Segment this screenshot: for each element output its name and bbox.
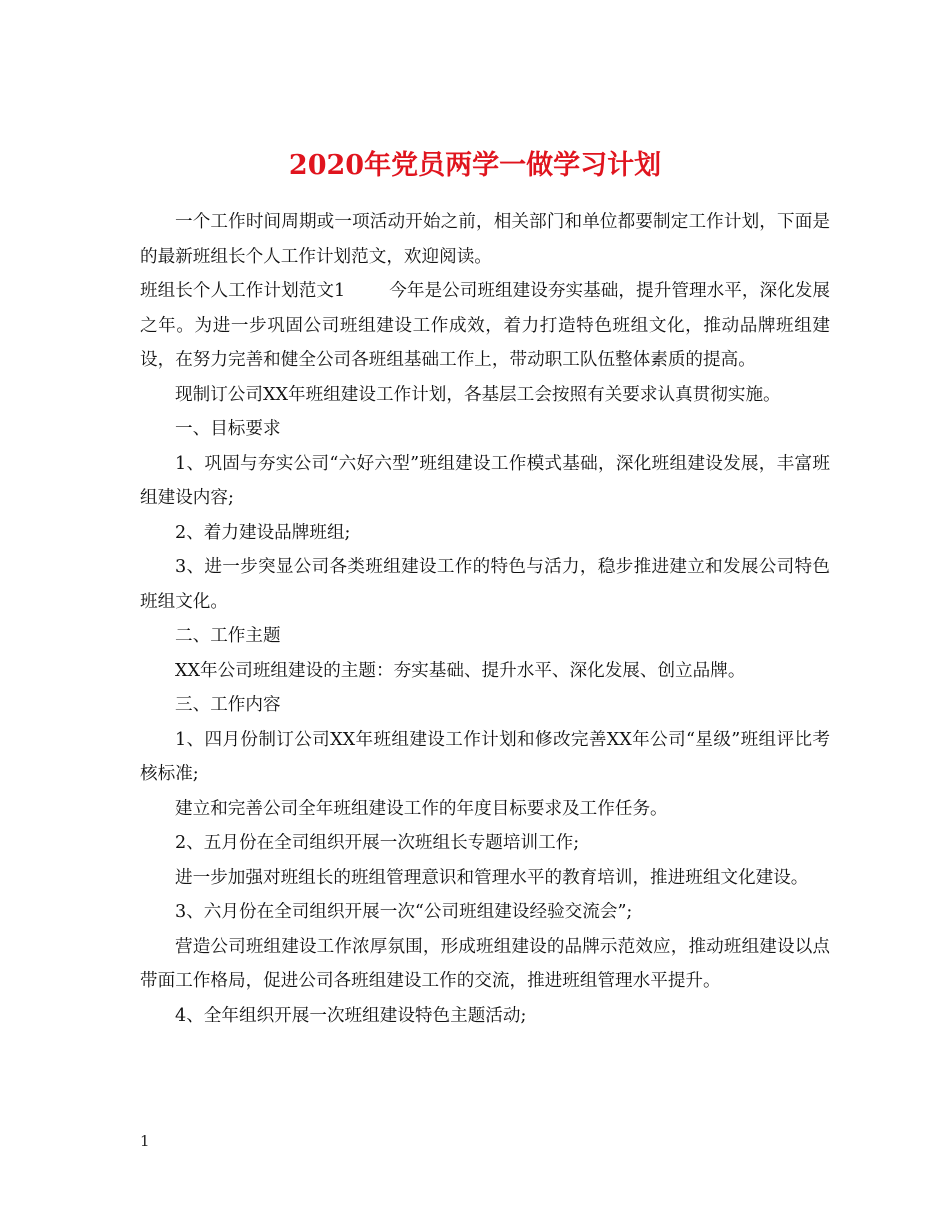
document-body (140, 205, 830, 1033)
paragraph: 一个工作时间周期或一项活动开始之前，相关部门和单位都要制定工作计划，下面是的最新班组长个人工作计划范文，欢迎阅读。 (140, 212, 830, 267)
paragraph: 2、五月份在全司组织开展一次班组长专题培训工作; (175, 833, 580, 853)
paragraph: 2、着力建设品牌班组; (175, 522, 351, 543)
paragraph: 3、进一步突显公司各类班组建设工作的特色与活力，稳步推进建立和发展公司特色班组文化。 (140, 557, 830, 612)
section-heading: 一、目标要求 (175, 419, 281, 439)
paragraph: 1、四月份制订公司XX年班组建设工作计划和修改完善XX年公司“星级”班组评比考核标准; (140, 729, 830, 784)
paragraph-text: 今年是公司班组建设夯实基础，提升管理水平，深化发展之年。为进一步巩固公司班组建设工作成效，着力打造特色班组文化，推动品牌班组建设，在努力完善和健全公司各班组基础工作上，带动职工队伍整体素质的提高。 (140, 281, 830, 370)
paragraph: XX年公司班组建设的主题：夯实基础、提升水平、深化发展、创立品牌。 (175, 660, 746, 681)
page-number: 1 (140, 1132, 150, 1150)
paragraph: 4、全年组织开展一次班组建设特色主题活动; (175, 1005, 527, 1026)
paragraph: 3、六月份在全司组织开展一次“公司班组建设经验交流会”; (175, 902, 633, 922)
paragraph: 1、巩固与夯实公司“六好六型”班组建设工作模式基础，深化班组建设发展，丰富班组建设内容; (140, 453, 830, 508)
document-title: 2020年党员两学一做学习计划 (288, 150, 662, 182)
paragraph: 进一步加强对班组长的班组管理意识和管理水平的教育培训，推进班组文化建设。 (175, 867, 809, 888)
paragraph: 建立和完善公司全年班组建设工作的年度目标要求及工作任务。 (175, 798, 668, 819)
section-heading: 二、工作主题 (175, 626, 281, 646)
section-heading: 三、工作内容 (175, 695, 281, 715)
paragraph (140, 274, 830, 378)
paragraph: 现制订公司XX年班组建设工作计划，各基层工会按照有关要求认真贯彻实施。 (175, 384, 781, 405)
paragraph: 营造公司班组建设工作浓厚氛围，形成班组建设的品牌示范效应，推动班组建设以点带面工作格局，促进公司各班组建设工作的交流，推进班组管理水平提升。 (140, 936, 830, 991)
section-lead: 班组长个人工作计划范文1 (140, 281, 346, 301)
